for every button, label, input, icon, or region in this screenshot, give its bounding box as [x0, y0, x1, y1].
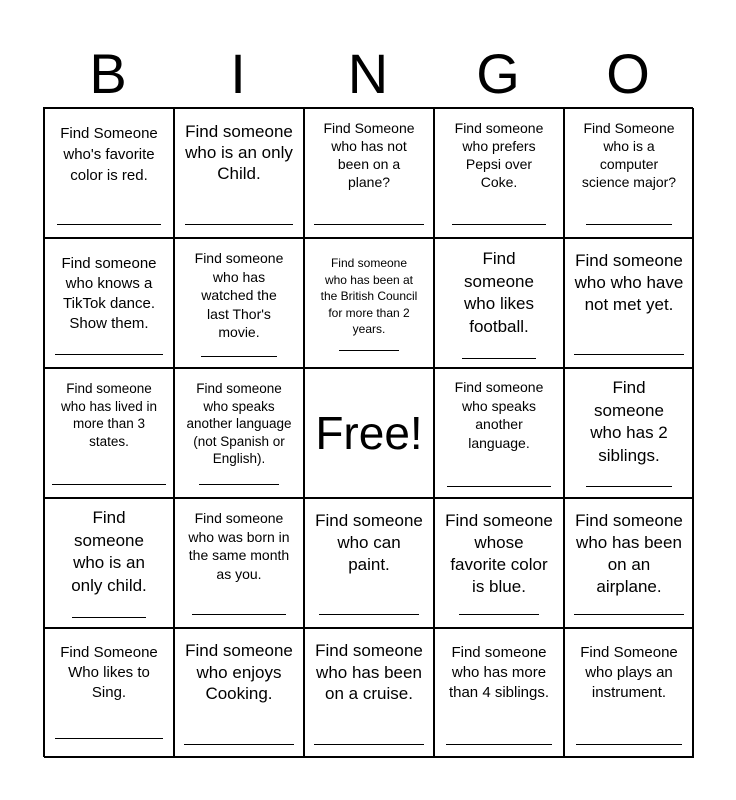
- cell-text: Find Someone who has not been on a plane?: [323, 120, 415, 190]
- header-letter-b: B: [89, 42, 127, 105]
- signature-line: [55, 354, 163, 355]
- signature-line: [462, 358, 536, 359]
- cell-text: Find someone who can paint.: [315, 511, 423, 574]
- cell-text: Find someone who has been on an airplane.: [575, 511, 683, 596]
- cell-text: Find Someone who's favorite color is red.: [60, 125, 158, 184]
- signature-line: [201, 356, 277, 357]
- cell-text: Find someone who enjoys Cooking.: [185, 641, 293, 703]
- cell-text: Find someone who has 2 siblings.: [590, 378, 668, 465]
- cell-text: Find someone who has watched the last Thor's movie.: [194, 250, 284, 340]
- signature-line: [452, 224, 546, 225]
- cell-text: Find someone who is an only Child.: [185, 122, 293, 183]
- signature-line: [314, 224, 424, 225]
- cell-text: Find someone who has been on a cruise.: [315, 641, 423, 703]
- cell-text: Find someone who knows a TikTok dance. Show them.: [61, 255, 157, 332]
- signature-line: [574, 614, 684, 615]
- bingo-cell[interactable]: [304, 628, 434, 758]
- bingo-cell[interactable]: [564, 498, 694, 628]
- signature-line: [586, 486, 672, 487]
- bingo-cell[interactable]: [564, 108, 694, 238]
- bingo-cell[interactable]: [174, 368, 304, 498]
- bingo-cell[interactable]: [304, 498, 434, 628]
- bingo-cell[interactable]: [174, 628, 304, 758]
- bingo-header: [43, 42, 693, 106]
- free-space[interactable]: [304, 368, 434, 498]
- bingo-cell[interactable]: [44, 108, 174, 238]
- signature-line: [574, 354, 684, 355]
- signature-line: [52, 484, 166, 485]
- cell-text: Find someone who has been at the British Council for more than 2 years.: [320, 256, 418, 336]
- cell-text: Find someone whose favorite color is blue.: [445, 511, 553, 596]
- cell-text: Find Someone who is a computer science major?: [581, 120, 677, 190]
- signature-line: [55, 738, 163, 739]
- bingo-cell[interactable]: [564, 368, 694, 498]
- signature-line: [192, 614, 286, 615]
- bingo-cell[interactable]: [174, 238, 304, 368]
- bingo-cell[interactable]: [434, 628, 564, 758]
- header-letter-i: I: [230, 42, 246, 105]
- signature-line: [314, 744, 424, 745]
- cell-text: Find someone who was born in the same month as you.: [188, 510, 290, 582]
- free-space-text: Free!: [315, 407, 423, 459]
- cell-text: Find someone who is an only child.: [71, 508, 147, 595]
- bingo-cell[interactable]: [174, 108, 304, 238]
- bingo-cell[interactable]: [44, 238, 174, 368]
- cell-text: Find someone who who have not met yet.: [574, 251, 684, 314]
- signature-line: [72, 617, 146, 618]
- signature-line: [185, 224, 293, 225]
- cell-text: Find someone who speaks another language.: [454, 379, 544, 451]
- cell-text: Find someone who has more than 4 siblings.: [448, 644, 550, 701]
- bingo-cell[interactable]: [434, 498, 564, 628]
- header-letter-o: O: [606, 42, 650, 105]
- bingo-cell[interactable]: [304, 238, 434, 368]
- signature-line: [576, 744, 682, 745]
- signature-line: [57, 224, 161, 225]
- signature-line: [319, 614, 419, 615]
- cell-text: Find someone who likes football.: [464, 249, 534, 336]
- cell-text: Find Someone Who likes to Sing.: [60, 644, 158, 701]
- bingo-cell[interactable]: [564, 238, 694, 368]
- cell-text: Find Someone who plays an instrument.: [580, 644, 678, 701]
- bingo-cell[interactable]: [564, 628, 694, 758]
- signature-line: [586, 224, 672, 225]
- bingo-cell[interactable]: [44, 628, 174, 758]
- header-letter-g: G: [476, 42, 520, 105]
- cell-text: Find someone who speaks another language (not Spanish or English).: [186, 381, 292, 466]
- signature-line: [339, 350, 399, 351]
- bingo-cell[interactable]: [434, 238, 564, 368]
- cell-text: Find someone who prefers Pepsi over Coke.: [454, 120, 544, 190]
- bingo-cell[interactable]: [44, 498, 174, 628]
- bingo-cell[interactable]: [434, 108, 564, 238]
- header-letter-n: N: [347, 42, 389, 105]
- bingo-cell[interactable]: [174, 498, 304, 628]
- signature-line: [184, 744, 294, 745]
- bingo-cell[interactable]: [44, 368, 174, 498]
- cell-text: Find someone who has lived in more than 3 states.: [60, 381, 158, 449]
- signature-line: [199, 484, 279, 485]
- signature-line: [446, 744, 552, 745]
- signature-line: [447, 486, 551, 487]
- bingo-cell[interactable]: [434, 368, 564, 498]
- signature-line: [459, 614, 539, 615]
- bingo-board: [43, 107, 693, 757]
- bingo-cell[interactable]: [304, 108, 434, 238]
